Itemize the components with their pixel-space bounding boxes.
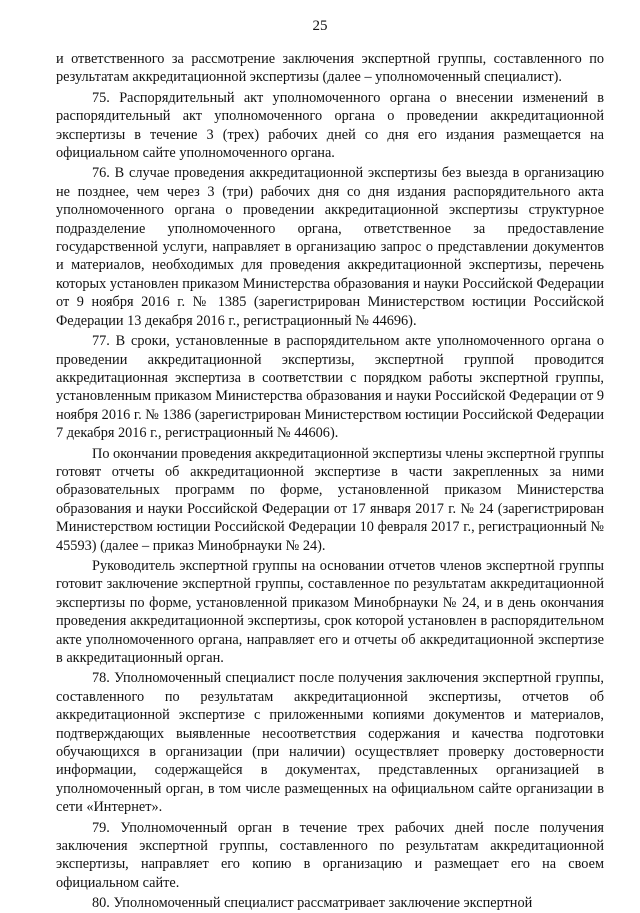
document-body — [56, 50, 604, 913]
paragraph-reports: По окончании проведения аккредитационной экспертизы члены экспертной группы готовят отчеты об аккредитационной экспертизе в части закрепленных за ними образовательных программ по форме, установленной приказом Министерства образования и науки Российской Федерации от 17 января 2017 г. № 24 (зарегистрирован Министерством юстиции Российской Федерации 10 февраля 2017 г., регистрационный № 45593) (далее – приказ Минобрнауки № 24). — [56, 445, 604, 554]
paragraph-80: 80. Уполномоченный специалист рассматривает заключение экспертной — [92, 895, 533, 912]
paragraph-75: 75. Распорядительный акт уполномоченного органа о внесении изменений в распорядительный акт уполномоченного органа о проведении аккредитационной экспертизы в течение 3 (трех) рабочих дней со дня его издания размещается на официальном сайте уполномоченного органа. — [56, 89, 604, 162]
paragraph-79: 79. Уполномоченный орган в течение трех рабочих дней после получения заключения экспертной группы, составленного по результатам аккредитационной экспертизы, направляет его копию в организацию и размещает его на своем официальном сайте. — [56, 819, 604, 891]
paragraph-continuation: и ответственного за рассмотрение заключения экспертной группы, составленного по результатам аккредитационной экспертизы (далее – уполномоченный специалист). — [56, 51, 604, 86]
page-number: 25 — [312, 18, 328, 34]
paragraph-76: 76. В случае проведения аккредитационной экспертизы без выезда в организацию не позднее, чем через 3 (три) рабочих дня со дня издания распорядительного акта уполномоченного органа о проведении аккредитационной экспертизы структурное подразделение уполномоченного органа, ответственное за предоставление государственной услуги, направляет в организацию запрос о представлении документов и материалов, необходимых для проведения аккредитационной экспертизы, перечень которых установлен приказом Министерства образования и науки Российской Федерации от 9 ноября 2016 г. № 1385 (зарегистрирован Министерством юстиции Российской Федерации 13 декабря 2016 г., регистрационный № 44696). — [56, 165, 604, 329]
paragraph-77: 77. В сроки, установленные в распорядительном акте уполномоченного органа о проведении аккредитационной экспертизы, экспертной группой проводится аккредитационная экспертиза в соответствии с порядком работы экспертной группы, установленным приказом Министерства образования и науки Российской Федерации от 9 ноября 2016 г. № 1386 (зарегистрирован Министерством юстиции Российской Федерации 7 декабря 2016 г., регистрационный № 44606). — [56, 333, 604, 442]
paragraph-78: 78. Уполномоченный специалист после получения заключения экспертной группы, составленного по результатам аккредитационной экспертизы, отчетов об аккредитационной экспертизе с приложенными копиями документов и материалов, подтверждающих выявленные несоответствия содержания и качества подготовки обучающихся в организации (при наличии) осуществляет проверку достоверности информации, содержащейся в документах, представленных организацией в уполномоченный орган, в том числе размещенных на официальном сайте организации в сети «Интернет». — [56, 670, 604, 816]
paragraph-group-leader: Руководитель экспертной группы на основании отчетов членов экспертной группы готовит заключение экспертной группы, составленное по результатам аккредитационной экспертизы по форме, установленной приказом Минобрнауки № 24, и в день окончания проведения аккредитационной экспертизы, срок которой установлен в распорядительном акте уполномоченного органа, направляет его и отчеты об аккредитационной экспертизе в аккредитационный орган. — [56, 557, 604, 666]
